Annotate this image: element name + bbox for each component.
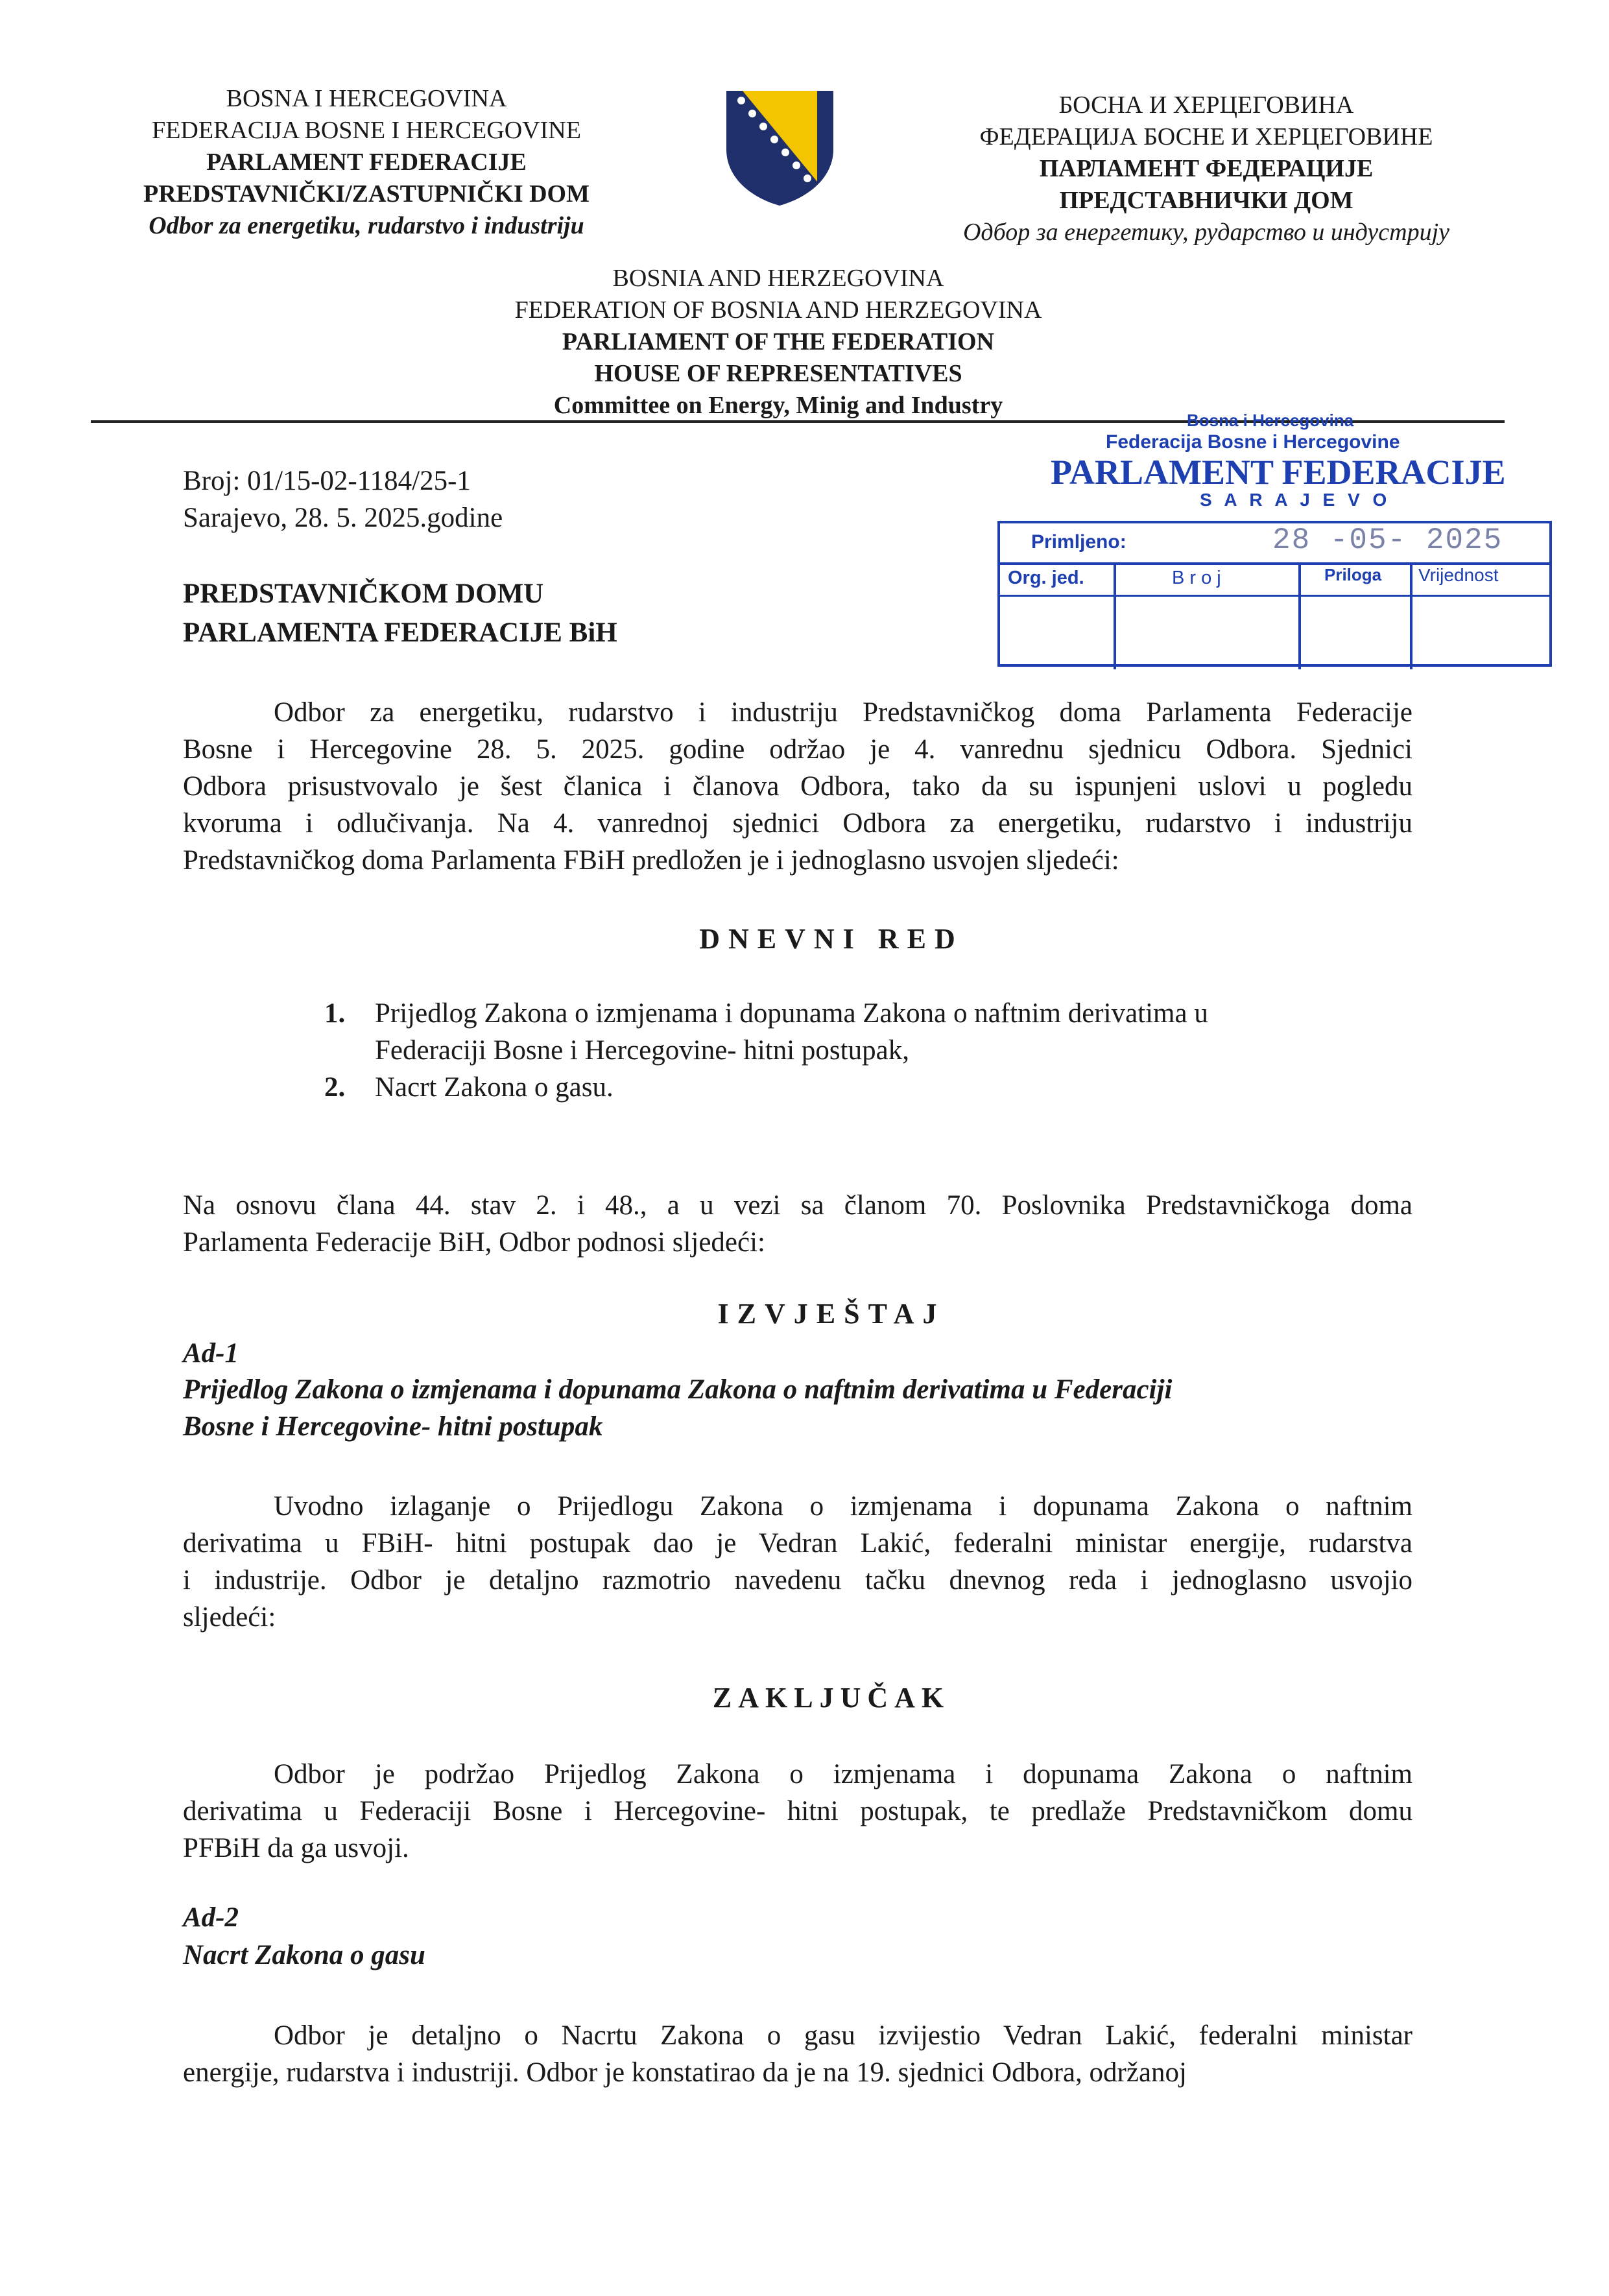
agenda-heading: DNEVNI RED [699, 923, 964, 955]
ad2-line: energije, rudarstva i industriji. Odbor je konstatirao da je na 19. sjednici Odbora, održanoj [183, 2057, 1187, 2088]
header-left-line2: FEDERACIJA BOSNE I HERCEGOVINE [152, 117, 581, 144]
ad2-label: Ad-2 [183, 1902, 239, 1933]
header-center [447, 263, 1109, 422]
header-center-line5: Committee on Energy, Minig and Industry [553, 392, 1003, 419]
conclusion-line: Odbor je podržao Prijedlog Zakona o izmjenama i dopunama Zakona o naftnim [274, 1759, 1412, 1789]
header-left-line5: Odbor za energetiku, rudarstvo i industriju [149, 212, 584, 239]
header-right-line3: ПАРЛАМЕНТ ФЕДЕРАЦИЈЕ [1039, 155, 1374, 182]
header-center-line3: PARLIAMENT OF THE FEDERATION [562, 328, 995, 355]
stamp-received-label: Primljeno: [1031, 531, 1126, 553]
stamp-line3: PARLAMENT FEDERACIJE [1051, 453, 1506, 492]
header-center-line4: HOUSE OF REPRESENTATIVES [594, 360, 962, 387]
intro-line: Predstavničkog doma Parlamenta FBiH predložen je i jednoglasno usvojen sljedeći: [183, 845, 1119, 876]
stamp-line2: Federacija Bosne i Hercegovine [1106, 431, 1400, 453]
header-right-line1: БОСНА И ХЕРЦЕГОВИНА [1058, 91, 1354, 119]
agenda-item [324, 1069, 1427, 1106]
intro-line: kvoruma i odlučivanja. Na 4. vanrednoj sjednici Odbora za energetiku, rudarstvo i industriju [183, 808, 1412, 839]
stamp-col3: Priloga [1324, 565, 1382, 584]
header-left-line3: PARLAMENT FEDERACIJE [206, 149, 527, 176]
agenda-list [324, 995, 1427, 1106]
header-right [921, 90, 1492, 248]
agenda-item [324, 995, 1427, 1069]
conclusion-paragraph [183, 1756, 1412, 1867]
stamp-col-divider-2 [1298, 562, 1301, 669]
received-stamp [992, 411, 1550, 683]
ad1-line: sljedeći: [183, 1602, 276, 1632]
header-left-line4: PREDSTAVNIČKI/ZASTUPNIČKI DOM [143, 180, 590, 208]
stamp-col1: Org. jed. [1008, 568, 1084, 588]
header-center-line1: BOSNIA AND HERZEGOVINA [612, 265, 944, 292]
ad1-paragraph [183, 1488, 1412, 1636]
intro-line: Odbor za energetiku, rudarstvo i industriju Predstavničkog doma Parlamenta Federacije [274, 697, 1412, 728]
stamp-line4: S A R A J E V O [1200, 490, 1391, 510]
basis-line: Parlamenta Federacije BiH, Odbor podnosi sljedeći: [183, 1227, 765, 1258]
stamp-col-divider-3 [1410, 562, 1412, 669]
stamp-col2: B r o j [1172, 568, 1221, 588]
document-date: Sarajevo, 28. 5. 2025.godine [183, 503, 503, 533]
header-right-line5: Одбор за енергетику, рударство и индустрију [962, 219, 1450, 246]
agenda-item-text: Federaciji Bosne i Hercegovine- hitni postupak, [375, 1035, 909, 1066]
addressee-line2: PARLAMENTA FEDERACIJE BiH [183, 617, 617, 648]
ad2-title: Nacrt Zakona o gasu [183, 1940, 425, 1970]
intro-paragraph [183, 694, 1412, 879]
header-right-line4: ПРЕДСТАВНИЧКИ ДОМ [1059, 187, 1353, 214]
addressee-line1: PREDSTAVNIČKOM DOMU [183, 579, 544, 609]
ad1-title-line: Prijedlog Zakona o izmjenama i dopunama Zakona o naftnim derivatima u Federaciji [183, 1374, 1173, 1405]
intro-line: Odbora prisustvovalo je šest članica i članova Odbora, tako da su ispunjeni uslovi u pogledu [183, 771, 1412, 802]
conclusion-line: PFBiH da ga usvoji. [183, 1833, 409, 1863]
stamp-header-divider [1000, 595, 1549, 597]
ad1-title [183, 1371, 1415, 1445]
stamp-col-divider-1 [1114, 562, 1116, 669]
basis-line: Na osnovu člana 44. stav 2. i 48., a u vezi sa članom 70. Poslovnika Predstavničkoga doma [183, 1190, 1412, 1221]
stamp-line1: Bosna i Hercegovina [1187, 411, 1354, 430]
agenda-item-text: Nacrt Zakona o gasu. [375, 1072, 614, 1103]
ad2-line: Odbor je detaljno o Nacrtu Zakona o gasu izvijestio Vedran Lakić, federalni ministar [274, 2020, 1412, 2051]
ad1-label: Ad-1 [183, 1338, 239, 1369]
stamp-table [997, 521, 1552, 667]
coat-of-arms-icon [723, 88, 837, 208]
ad1-title-line: Bosne i Hercegovine- hitni postupak [183, 1411, 603, 1442]
header-right-line2: ФЕДЕРАЦИЈА БОСНЕ И ХЕРЦЕГОВИНЕ [979, 123, 1433, 150]
agenda-item-text: Prijedlog Zakona o izmjenama i dopunama Zakona o naftnim derivatima u [375, 998, 1208, 1029]
stamp-received-date: 28 -05- 2025 [1272, 523, 1503, 557]
header-left-line1: BOSNA I HERCEGOVINA [226, 85, 507, 112]
stamp-col4: Vrijednost [1418, 565, 1499, 585]
header-center-line2: FEDERATION OF BOSNIA AND HERZEGOVINA [514, 296, 1042, 324]
ad1-line: Uvodno izlaganje o Prijedlogu Zakona o izmjenama i dopunama Zakona o naftnim [274, 1491, 1412, 1522]
conclusion-heading: ZAKLJUČAK [712, 1682, 951, 1714]
conclusion-line: derivatima u Federaciji Bosne i Hercegovine- hitni postupak, te predlaže Predstavničkom domu [183, 1796, 1412, 1826]
document-number: Broj: 01/15-02-1184/25-1 [183, 466, 471, 496]
intro-line: Bosne i Hercegovine 28. 5. 2025. godine održao je 4. vanrednu sjednicu Odbora. Sjednici [183, 734, 1412, 765]
ad1-line: derivatima u FBiH- hitni postupak dao je Vedran Lakić, federalni ministar energije, rudarstva [183, 1528, 1412, 1559]
agenda-item-number: 1. [324, 998, 346, 1029]
agenda-item-number: 2. [324, 1072, 346, 1103]
ad1-line: i industrije. Odbor je detaljno razmotrio navedenu tačku dnevnog reda i jednoglasno usvojio [183, 1565, 1412, 1596]
basis-paragraph [183, 1187, 1412, 1261]
report-heading: IZVJEŠTAJ [717, 1298, 946, 1330]
ad2-paragraph [183, 2017, 1412, 2091]
header-left [97, 83, 636, 242]
